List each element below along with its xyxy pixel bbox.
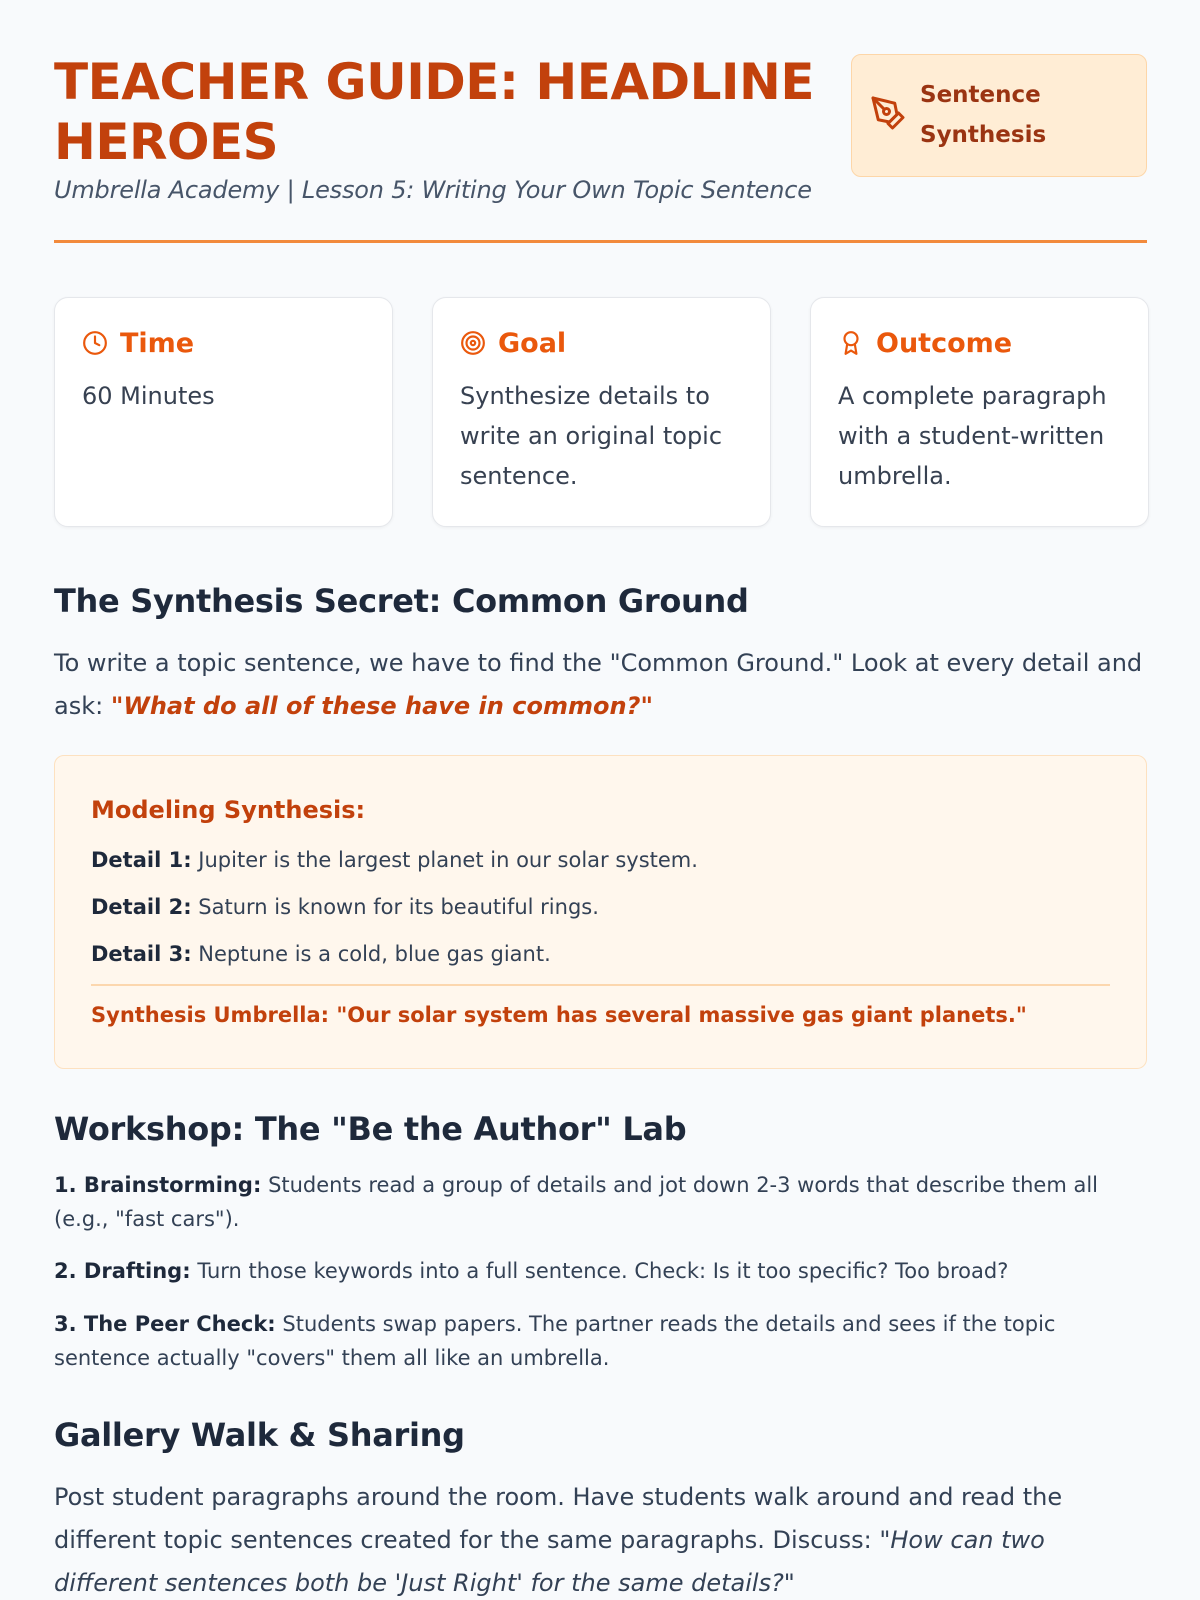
topic-badge	[851, 54, 1147, 177]
teacher-guide-page	[54, 0, 1147, 1597]
workshop-step	[54, 1254, 1147, 1288]
modeling-title: Modeling Synthesis:	[91, 796, 366, 824]
pen-nib-icon	[870, 95, 906, 131]
detail-text: Jupiter is the largest planet in our solar system.	[198, 848, 698, 872]
gallery-text	[54, 1476, 1147, 1600]
goal-card	[432, 297, 771, 527]
synthesis-question: "What do all of these have in common?"	[110, 692, 653, 720]
workshop-heading: Workshop: The "Be the Author" Lab	[54, 1110, 687, 1148]
detail-item	[91, 848, 698, 872]
modeling-box	[54, 755, 1147, 1069]
guide-header	[54, 0, 1147, 243]
detail-item	[91, 942, 551, 966]
step-text: Turn those keywords into a full sentence. Check: Is it too specific? Too broad?	[197, 1259, 1009, 1283]
card-title: Goal	[498, 327, 567, 359]
workshop-step	[54, 1307, 1147, 1375]
time-card	[54, 297, 393, 527]
card-body: Synthesize details to write an original topic sentence.	[460, 382, 723, 490]
award-icon	[838, 330, 864, 356]
card-body: 60 Minutes	[82, 382, 215, 410]
detail-label: Detail 3:	[91, 942, 192, 966]
card-title: Outcome	[876, 327, 1013, 359]
outcome-card	[810, 297, 1149, 527]
gallery-heading: Gallery Walk & Sharing	[54, 1416, 465, 1454]
badge-label: Sentence Synthesis	[920, 82, 1047, 148]
divider	[91, 984, 1110, 986]
synthesis-intro-text: To write a topic sentence, we have to find the "Common Ground." Look at every detail and ask:	[54, 649, 1143, 720]
card-body: A complete paragraph with a student-written umbrella.	[838, 382, 1107, 490]
synthesis-heading: The Synthesis Secret: Common Ground	[54, 582, 749, 620]
info-cards	[54, 297, 1147, 527]
clock-icon	[82, 330, 108, 356]
gallery-body: Post student paragraphs around the room. Have students walk around and read the different topic sentences created for the same paragraphs. Discuss:	[54, 1483, 1063, 1554]
detail-label: Detail 1:	[91, 848, 192, 872]
step-label: 1. Brainstorming:	[54, 1173, 262, 1197]
step-text: Students read a group of details and jot down 2-3 words that describe them all (e.g., "fast cars").	[54, 1173, 1098, 1231]
synthesis-intro	[54, 642, 1147, 728]
detail-item	[91, 895, 599, 919]
detail-label: Detail 2:	[91, 895, 192, 919]
detail-text: Saturn is known for its beautiful rings.	[198, 895, 599, 919]
step-label: 3. The Peer Check:	[54, 1312, 276, 1336]
step-text: Students swap papers. The partner reads the details and sees if the topic sentence actually "covers" them all like an umbrella.	[54, 1312, 1056, 1370]
gallery-quote: "How can two different sentences both be 'Just Right' for the same details?"	[54, 1526, 1045, 1597]
step-label: 2. Drafting:	[54, 1259, 191, 1283]
card-title: Time	[120, 327, 195, 359]
page-title: TEACHER GUIDE: HEADLINE HEROES	[54, 53, 815, 171]
page-subtitle: Umbrella Academy | Lesson 5: Writing Your Own Topic Sentence	[54, 176, 812, 204]
synthesis-umbrella: Synthesis Umbrella: "Our solar system has several massive gas giant planets."	[91, 1003, 1027, 1027]
workshop-step	[54, 1168, 1147, 1236]
detail-text: Neptune is a cold, blue gas giant.	[198, 942, 551, 966]
target-icon	[460, 330, 486, 356]
